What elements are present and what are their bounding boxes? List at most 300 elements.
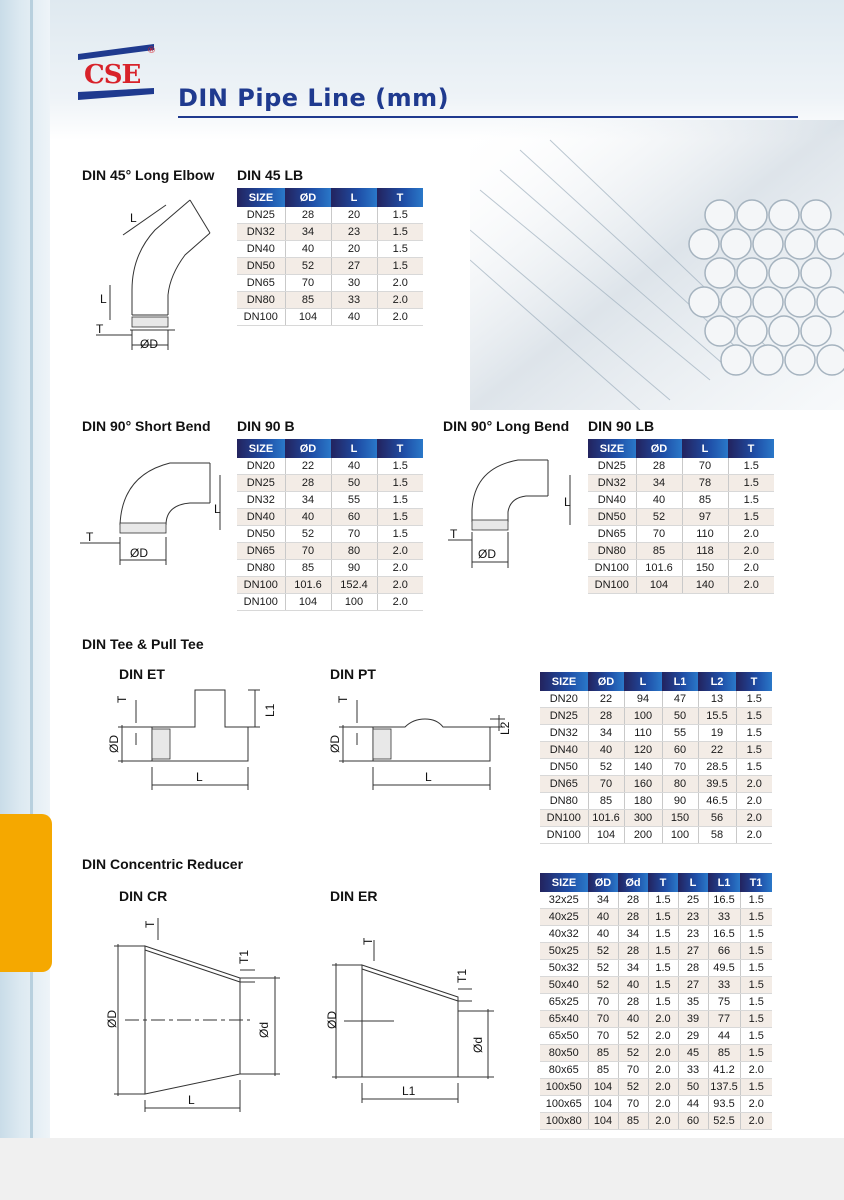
table-cell: 52 — [588, 960, 618, 977]
table-cell: 34 — [285, 224, 331, 241]
table-row — [540, 1062, 772, 1079]
table-row — [540, 926, 772, 943]
table-cell: 150 — [662, 810, 698, 827]
table-cell: 2.0 — [648, 1062, 678, 1079]
table-cell: 41.2 — [708, 1062, 740, 1079]
elbow45-l-label: L — [130, 211, 137, 225]
table-cell: 30 — [331, 275, 377, 292]
table-cell: 33 — [331, 292, 377, 309]
table-cell: 29 — [678, 1028, 708, 1045]
table-cell: 52 — [618, 1079, 648, 1096]
table-cell: 66 — [708, 943, 740, 960]
table-header-row — [540, 873, 772, 892]
table-row — [540, 892, 772, 909]
table-row — [237, 560, 423, 577]
table-cell: 90 — [331, 560, 377, 577]
table-cell: 1.5 — [648, 892, 678, 909]
table-cell: 85 — [588, 1062, 618, 1079]
table-row — [540, 994, 772, 1011]
table-cell: 34 — [636, 475, 682, 492]
table-cell: 101.6 — [636, 560, 682, 577]
diagram-pt — [325, 685, 515, 795]
section-title-90-short-bend: DIN 90° Short Bend — [82, 418, 211, 434]
elbow45-t-label: T — [96, 322, 104, 336]
table-cell: 2.0 — [648, 1028, 678, 1045]
table-cell: 55 — [662, 725, 698, 742]
table-cell: 70 — [662, 759, 698, 776]
table-cell: 1.5 — [736, 742, 772, 759]
table-row — [540, 977, 772, 994]
table-cell: 22 — [698, 742, 736, 759]
code-90-long-bend: DIN 90 LB — [588, 418, 655, 434]
table-row — [237, 309, 423, 326]
table-cell: 80 — [331, 543, 377, 560]
table-cell: 1.5 — [377, 458, 423, 475]
code-et: DIN ET — [119, 666, 165, 682]
table-cell: DN65 — [540, 776, 588, 793]
table-cell: 19 — [698, 725, 736, 742]
table-cell: 1.5 — [728, 475, 774, 492]
cr-od-label: ØD — [105, 1010, 119, 1028]
table-cell: 1.5 — [740, 960, 772, 977]
table-cell: 1.5 — [377, 241, 423, 258]
table-cell: 70 — [588, 1028, 618, 1045]
table-cell: 28 — [678, 960, 708, 977]
table-cell: DN20 — [540, 691, 588, 708]
table-cell: 28 — [285, 475, 331, 492]
et-l-label: L — [196, 770, 203, 784]
table-cell: 52 — [285, 526, 331, 543]
table-cell: 45 — [678, 1045, 708, 1062]
table-cell: 23 — [678, 909, 708, 926]
table-cell: 50x25 — [540, 943, 588, 960]
table-cell: 33 — [708, 909, 740, 926]
registered-mark: ® — [147, 46, 156, 56]
table-cell: 56 — [698, 810, 736, 827]
table-cell: 35 — [678, 994, 708, 1011]
table-cell: 140 — [682, 577, 728, 594]
code-45-elbow: DIN 45 LB — [237, 167, 304, 183]
table-cell: 110 — [624, 725, 662, 742]
table-cell: 65x50 — [540, 1028, 588, 1045]
column-header: T — [648, 873, 678, 892]
table-cell: 2.0 — [728, 543, 774, 560]
table-cell: 58 — [698, 827, 736, 844]
table-cell: 27 — [678, 977, 708, 994]
table-cell: 85 — [708, 1045, 740, 1062]
table-row — [540, 1011, 772, 1028]
et-l1-label: L1 — [263, 703, 277, 717]
table-cell: 70 — [331, 526, 377, 543]
section-title-reducer: DIN Concentric Reducer — [82, 856, 244, 872]
table-cell: 1.5 — [377, 475, 423, 492]
table-row — [588, 492, 774, 509]
table-cell: DN25 — [588, 458, 636, 475]
table-cell: 60 — [662, 742, 698, 759]
table-row — [540, 759, 772, 776]
table-cell: 1.5 — [736, 691, 772, 708]
column-header: L — [682, 439, 728, 458]
table-header-row — [237, 439, 423, 458]
er-od-label: ØD — [325, 1011, 339, 1029]
table-cell: 1.5 — [377, 258, 423, 275]
table-cell: 2.0 — [377, 275, 423, 292]
table-cell: DN80 — [237, 560, 285, 577]
table-cell: 28 — [618, 943, 648, 960]
table-cell: 101.6 — [588, 810, 624, 827]
table-cell: 78 — [682, 475, 728, 492]
table-cell: 1.5 — [740, 943, 772, 960]
table-cell: 85 — [682, 492, 728, 509]
table-cell: 85 — [285, 292, 331, 309]
column-header: L — [624, 672, 662, 691]
table-cell: 1.5 — [377, 492, 423, 509]
table-cell: DN80 — [540, 793, 588, 810]
table-cell: 100 — [624, 708, 662, 725]
table-row — [237, 543, 423, 560]
table-cell: DN100 — [540, 827, 588, 844]
table-cell: DN32 — [237, 224, 285, 241]
elbow45-od-label: ØD — [140, 337, 158, 351]
column-header: T — [377, 439, 423, 458]
table-cell: DN40 — [237, 509, 285, 526]
table-row — [540, 827, 772, 844]
table-cell: DN40 — [588, 492, 636, 509]
table-cell: 104 — [588, 1079, 618, 1096]
table-cell: 25 — [678, 892, 708, 909]
table-row — [237, 207, 423, 224]
table-cell: 52 — [588, 759, 624, 776]
table-cell: 2.0 — [648, 1113, 678, 1130]
table-cell: 65x25 — [540, 994, 588, 1011]
table-cell: 1.5 — [736, 759, 772, 776]
table-cell: DN100 — [588, 577, 636, 594]
table-cell: 104 — [636, 577, 682, 594]
column-header: ØD — [588, 873, 618, 892]
footer-band — [0, 1138, 844, 1200]
column-header: ØD — [285, 188, 331, 207]
table-cell: 23 — [331, 224, 377, 241]
column-header: L1 — [662, 672, 698, 691]
er-sd-label: Ød — [471, 1036, 485, 1053]
table-cell: 1.5 — [740, 926, 772, 943]
table-row — [588, 475, 774, 492]
column-header: SIZE — [237, 439, 285, 458]
table-cell: 40 — [285, 241, 331, 258]
table-cell: 55 — [331, 492, 377, 509]
table-cell: 32x25 — [540, 892, 588, 909]
table-cell: 140 — [624, 759, 662, 776]
table-cell: 16.5 — [708, 892, 740, 909]
table-cell: 137.5 — [708, 1079, 740, 1096]
pt-l2-label: L2 — [498, 721, 512, 735]
table-cell: 40 — [618, 1011, 648, 1028]
table-cell: 1.5 — [648, 960, 678, 977]
table-cell: 2.0 — [736, 827, 772, 844]
table-row — [588, 577, 774, 594]
table-cell: 90 — [662, 793, 698, 810]
table-cell: 1.5 — [740, 994, 772, 1011]
header-band — [50, 0, 844, 140]
diagram-cr — [100, 912, 300, 1117]
table-cell: 85 — [618, 1113, 648, 1130]
table-cell: 2.0 — [648, 1096, 678, 1113]
table-cell: 70 — [682, 458, 728, 475]
column-header: SIZE — [237, 188, 285, 207]
diagram-90-short-bend — [80, 455, 230, 580]
pt-l-label: L — [425, 770, 432, 784]
longbend90-l-label: L — [564, 495, 571, 509]
table-cell: DN65 — [588, 526, 636, 543]
table-cell: 70 — [588, 1011, 618, 1028]
table-cell: 1.5 — [377, 526, 423, 543]
table-cell: 104 — [285, 309, 331, 326]
table-cell: 47 — [662, 691, 698, 708]
table-cell: 50 — [331, 475, 377, 492]
pt-t-label: T — [336, 695, 350, 703]
table-cell: 50x32 — [540, 960, 588, 977]
table-cell: 85 — [285, 560, 331, 577]
table-cell: 2.0 — [728, 577, 774, 594]
table-row — [540, 725, 772, 742]
table-cell: 34 — [588, 725, 624, 742]
table-cell: 85 — [636, 543, 682, 560]
table-cell: 94 — [624, 691, 662, 708]
table-cell: 52.5 — [708, 1113, 740, 1130]
table-cell: 80 — [662, 776, 698, 793]
table-cell: 27 — [331, 258, 377, 275]
table-cell: 52 — [636, 509, 682, 526]
table-cell: 2.0 — [736, 793, 772, 810]
table-cell: 34 — [285, 492, 331, 509]
table-cell: DN25 — [237, 475, 285, 492]
bend90-l-label: L — [214, 502, 221, 516]
table-row — [540, 1028, 772, 1045]
table-cell: 2.0 — [740, 1113, 772, 1130]
table-cell: 152.4 — [331, 577, 377, 594]
table-row — [237, 258, 423, 275]
table-cell: DN25 — [540, 708, 588, 725]
diagram-er — [322, 925, 507, 1110]
table-cell: 1.5 — [377, 509, 423, 526]
table-row — [237, 292, 423, 309]
table-cell: DN65 — [237, 275, 285, 292]
table-cell: 1.5 — [377, 207, 423, 224]
table-cell: 120 — [624, 742, 662, 759]
bend90-t-label: T — [86, 530, 94, 544]
table-cell: DN100 — [237, 309, 285, 326]
table-cell: 52 — [588, 977, 618, 994]
table-cell: 1.5 — [740, 977, 772, 994]
cr-l-label: L — [188, 1093, 195, 1107]
table-row — [540, 943, 772, 960]
elbow45-l-vertical-label: L — [100, 292, 107, 306]
table-cell: 110 — [682, 526, 728, 543]
table-cell: 1.5 — [648, 909, 678, 926]
table-cell: 16.5 — [708, 926, 740, 943]
table-cell: 40 — [588, 742, 624, 759]
table-cell: 2.0 — [377, 309, 423, 326]
er-t1-label: T1 — [455, 968, 469, 983]
table-row — [588, 560, 774, 577]
table-cell: DN50 — [237, 526, 285, 543]
table-row — [540, 691, 772, 708]
bend90-od-label: ØD — [130, 546, 148, 560]
column-header: L — [678, 873, 708, 892]
table-cell: DN100 — [237, 577, 285, 594]
table-cell: 100x80 — [540, 1113, 588, 1130]
table-cell: 40 — [618, 977, 648, 994]
table-cell: 70 — [636, 526, 682, 543]
table-cell: 22 — [285, 458, 331, 475]
table-cell: 2.0 — [736, 810, 772, 827]
table-cell: 77 — [708, 1011, 740, 1028]
table-90-long-bend — [588, 439, 774, 594]
table-cell: 44 — [678, 1096, 708, 1113]
table-row — [237, 526, 423, 543]
table-row — [540, 1045, 772, 1062]
table-cell: 52 — [618, 1028, 648, 1045]
table-cell: 1.5 — [736, 725, 772, 742]
table-cell: 1.5 — [740, 1045, 772, 1062]
title-underline — [178, 116, 798, 118]
table-row — [237, 577, 423, 594]
table-cell: 40 — [285, 509, 331, 526]
code-er: DIN ER — [330, 888, 378, 904]
table-row — [237, 241, 423, 258]
table-cell: 28 — [618, 994, 648, 1011]
table-row — [540, 742, 772, 759]
table-cell: 33 — [678, 1062, 708, 1079]
table-cell: 34 — [588, 892, 618, 909]
table-cell: 160 — [624, 776, 662, 793]
table-row — [588, 509, 774, 526]
table-row — [540, 708, 772, 725]
et-od-label: ØD — [107, 735, 121, 753]
table-cell: DN40 — [237, 241, 285, 258]
column-header: ØD — [285, 439, 331, 458]
table-cell: 22 — [588, 691, 624, 708]
table-cell: 20 — [331, 241, 377, 258]
page-title: DIN Pipe Line (mm) — [178, 84, 450, 112]
table-cell: DN50 — [540, 759, 588, 776]
longbend90-od-label: ØD — [478, 547, 496, 561]
code-cr: DIN CR — [119, 888, 168, 904]
table-cell: 85 — [588, 1045, 618, 1062]
table-cell: 52 — [618, 1045, 648, 1062]
column-header: L — [331, 439, 377, 458]
table-cell: DN100 — [540, 810, 588, 827]
table-cell: 104 — [588, 1113, 618, 1130]
column-header: T — [736, 672, 772, 691]
column-header: SIZE — [588, 439, 636, 458]
table-row — [588, 526, 774, 543]
table-cell: 52 — [588, 943, 618, 960]
table-cell: 70 — [285, 275, 331, 292]
table-cell: 70 — [588, 776, 624, 793]
table-row — [540, 810, 772, 827]
table-cell: 70 — [588, 994, 618, 1011]
diagram-90-long-bend — [448, 450, 583, 575]
table-cell: DN50 — [588, 509, 636, 526]
table-cell: 28 — [588, 708, 624, 725]
table-cell: 93.5 — [708, 1096, 740, 1113]
cr-sd-label: Ød — [257, 1021, 271, 1038]
table-cell: 2.0 — [377, 560, 423, 577]
logo-text: CSE — [84, 60, 141, 90]
table-cell: 28.5 — [698, 759, 736, 776]
cr-t1-label: T1 — [237, 949, 251, 964]
table-cell: 40 — [331, 309, 377, 326]
cr-t-label: T — [143, 920, 157, 928]
table-cell: 50x40 — [540, 977, 588, 994]
column-header: T — [377, 188, 423, 207]
table-cell: 2.0 — [740, 1096, 772, 1113]
table-cell: DN32 — [588, 475, 636, 492]
table-cell: 2.0 — [377, 292, 423, 309]
diagram-45-elbow — [90, 195, 220, 360]
table-cell: 1.5 — [740, 892, 772, 909]
table-row — [540, 960, 772, 977]
table-tee — [540, 672, 772, 844]
table-cell: 104 — [588, 1096, 618, 1113]
table-cell: 1.5 — [740, 1028, 772, 1045]
table-cell: 34 — [618, 960, 648, 977]
table-cell: DN20 — [237, 458, 285, 475]
table-cell: 1.5 — [740, 909, 772, 926]
column-header: ØD — [588, 672, 624, 691]
table-cell: 2.0 — [648, 1011, 678, 1028]
table-cell: DN25 — [237, 207, 285, 224]
code-pt: DIN PT — [330, 666, 376, 682]
table-cell: 180 — [624, 793, 662, 810]
table-cell: 75 — [708, 994, 740, 1011]
table-cell: 70 — [285, 543, 331, 560]
table-cell: 2.0 — [377, 594, 423, 611]
table-cell: 2.0 — [377, 577, 423, 594]
column-header: Ød — [618, 873, 648, 892]
column-header: ØD — [636, 439, 682, 458]
pipe-stack-image — [470, 120, 844, 410]
table-cell: 40 — [588, 909, 618, 926]
table-cell: 80x65 — [540, 1062, 588, 1079]
table-cell: 23 — [678, 926, 708, 943]
table-cell: 85 — [588, 793, 624, 810]
table-cell: 1.5 — [377, 224, 423, 241]
table-cell: DN80 — [588, 543, 636, 560]
longbend90-t-label: T — [450, 527, 458, 541]
table-45-elbow — [237, 188, 423, 326]
table-cell: 13 — [698, 691, 736, 708]
section-title-90-long-bend: DIN 90° Long Bend — [443, 418, 570, 434]
table-cell: DN50 — [237, 258, 285, 275]
table-cell: 1.5 — [736, 708, 772, 725]
table-cell: 150 — [682, 560, 728, 577]
table-cell: DN32 — [540, 725, 588, 742]
table-cell: 39 — [678, 1011, 708, 1028]
table-header-row — [540, 672, 772, 691]
table-cell: 100x65 — [540, 1096, 588, 1113]
table-row — [540, 793, 772, 810]
column-header: T — [728, 439, 774, 458]
table-cell: 2.0 — [736, 776, 772, 793]
table-row — [540, 1079, 772, 1096]
table-reducer — [540, 873, 772, 1130]
table-cell: 52 — [285, 258, 331, 275]
table-row — [540, 776, 772, 793]
table-cell: DN65 — [237, 543, 285, 560]
column-header: L — [331, 188, 377, 207]
